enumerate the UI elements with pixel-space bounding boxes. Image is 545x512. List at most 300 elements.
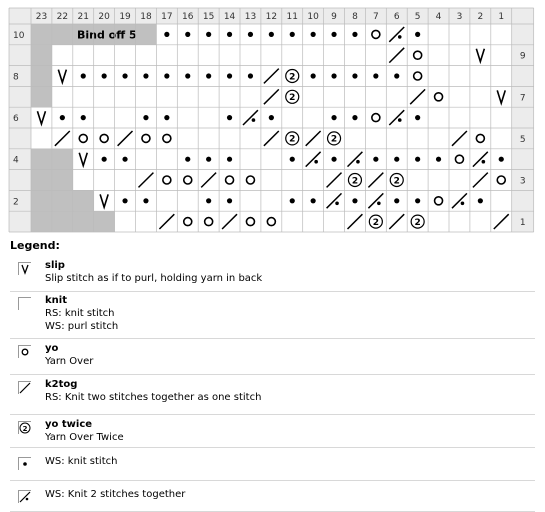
legend-item-line: Yarn Over Twice [45, 432, 124, 443]
no-stitch-cell [52, 24, 73, 45]
stitch-cell [407, 24, 428, 45]
stitch-cell [52, 45, 73, 66]
stitch-cell [470, 149, 491, 170]
legend-description [45, 342, 93, 368]
stitch-cell [470, 190, 491, 211]
stitch-cell [115, 107, 136, 128]
legend-item-k2tog [10, 374, 535, 415]
legend-description [45, 455, 117, 468]
stitch-cell [219, 107, 240, 128]
stitch-cell [73, 107, 94, 128]
stitch-cell [52, 66, 73, 87]
stitch-cell [219, 45, 240, 66]
ws-knit-dot-icon [185, 32, 190, 37]
stitch-cell [219, 86, 240, 107]
no-stitch-cell [52, 149, 73, 170]
stitch-cell [491, 66, 512, 87]
ws-knit-dot-icon [352, 198, 357, 203]
stitch-cell [115, 170, 136, 191]
stitch-cell [470, 128, 491, 149]
ws-knit-dot-icon [311, 32, 316, 37]
stitch-cell [156, 24, 177, 45]
ws-knit-dot-icon [143, 198, 148, 203]
ws-knit-icon [18, 457, 31, 470]
stitch-cell [52, 128, 73, 149]
ws-knit-dot-icon [311, 198, 316, 203]
no-stitch-cell [31, 211, 52, 232]
legend-item-ws-6 [10, 480, 535, 512]
stitch-cell [386, 211, 407, 232]
stitch-cell [31, 170, 52, 191]
svg-text:2: 2 [289, 93, 296, 104]
stitch-cell [345, 24, 366, 45]
no-stitch-cell [73, 190, 94, 211]
row-number-left: 2 [13, 197, 19, 208]
stitch-cell [115, 66, 136, 87]
svg-text:2: 2 [22, 424, 28, 433]
stitch-cell [365, 66, 386, 87]
ws-knit-dot-icon [478, 198, 483, 203]
stitch-cell [470, 170, 491, 191]
stitch-cell [428, 45, 449, 66]
ws-knit-dot-icon [164, 32, 169, 37]
stitch-cell [52, 211, 73, 232]
stitch-cell [94, 107, 115, 128]
svg-text:2: 2 [414, 217, 421, 228]
legend-item-yo-twice [10, 414, 535, 448]
ws-knit-dot-icon [81, 115, 86, 120]
stitch-cell [449, 149, 470, 170]
stitch-cell [94, 170, 115, 191]
stitch-cell [198, 190, 219, 211]
column-number: 13 [244, 12, 257, 22]
no-stitch-cell [31, 66, 52, 87]
stitch-cell [428, 149, 449, 170]
stitch-cell [198, 170, 219, 191]
ws-knit-dot-icon [269, 115, 274, 120]
stitch-cell [136, 24, 157, 45]
knit-icon [18, 297, 31, 310]
stitch-cell [449, 128, 470, 149]
stitch-cell [470, 24, 491, 45]
stitch-cell [470, 211, 491, 232]
ws-knit-dot-icon [102, 157, 107, 162]
column-number: 2 [477, 12, 484, 22]
stitch-cell [31, 149, 52, 170]
stitch-cell [73, 170, 94, 191]
stitch-cell [324, 45, 345, 66]
stitch-cell [428, 211, 449, 232]
knitting-chart [0, 0, 545, 236]
stitch-cell [240, 66, 261, 87]
stitch-cell [177, 45, 198, 66]
stitch-cell [31, 107, 52, 128]
stitch-cell [324, 149, 345, 170]
stitch-cell [73, 45, 94, 66]
stitch-cell [491, 149, 512, 170]
legend-item-line: WS: knit stitch [45, 456, 118, 467]
legend-item-line: WS: purl stitch [45, 321, 119, 332]
stitch-cell [52, 24, 73, 45]
stitch-cell [156, 86, 177, 107]
slip-icon [18, 262, 31, 275]
stitch-cell [31, 66, 52, 87]
stitch-cell [198, 107, 219, 128]
stitch-cell [303, 107, 324, 128]
legend-item-name: yo twice [45, 419, 93, 430]
stitch-cell [240, 190, 261, 211]
svg-text:2: 2 [393, 176, 400, 187]
stitch-cell [449, 24, 470, 45]
stitch-cell [177, 211, 198, 232]
stitch-cell [198, 45, 219, 66]
stitch-cell [177, 128, 198, 149]
stitch-cell [177, 24, 198, 45]
yo-icon [18, 345, 31, 358]
ws-knit-dot-icon [331, 32, 336, 37]
ws-knit-dot-icon [185, 157, 190, 162]
stitch-cell [365, 211, 386, 232]
stitch-cell [240, 128, 261, 149]
ws-knit-dot-icon [352, 32, 357, 37]
stitch-cell [345, 170, 366, 191]
stitch-cell [261, 149, 282, 170]
stitch-cell [115, 86, 136, 107]
ws-k2tog-icon [18, 490, 31, 503]
stitch-cell [428, 86, 449, 107]
stitch-cell [52, 149, 73, 170]
stitch-cell [73, 86, 94, 107]
stitch-cell [136, 86, 157, 107]
stitch-cell [282, 190, 303, 211]
ws-knit-dot-icon [499, 157, 504, 162]
stitch-cell [115, 149, 136, 170]
no-stitch-cell [52, 211, 73, 232]
row-number-right: 1 [519, 218, 526, 229]
stitch-cell [491, 170, 512, 191]
legend-description [45, 378, 261, 404]
stitch-cell [136, 107, 157, 128]
ws-knit-dot-icon [164, 115, 169, 120]
stitch-cell [345, 128, 366, 149]
no-stitch-cell [52, 170, 73, 191]
stitch-cell [115, 190, 136, 211]
ws-knit-dot-icon [122, 157, 127, 162]
column-number: 1 [498, 12, 505, 22]
legend-item-name: knit [45, 295, 67, 306]
legend-item-line: RS: Knit two stitches together as one stitch [45, 392, 262, 403]
stitch-cell [136, 45, 157, 66]
no-stitch-cell [31, 190, 52, 211]
yo-twice-icon [18, 421, 31, 434]
stitch-cell [407, 190, 428, 211]
stitch-cell [449, 170, 470, 191]
column-number: 6 [393, 12, 400, 22]
stitch-cell [324, 107, 345, 128]
stitch-cell [177, 107, 198, 128]
stitch-cell [491, 190, 512, 211]
stitch-cell [428, 170, 449, 191]
row-number-left: 4 [13, 155, 19, 166]
stitch-cell [324, 66, 345, 87]
no-stitch-cell [94, 211, 115, 232]
stitch-cell [261, 45, 282, 66]
stitch-cell [94, 190, 115, 211]
stitch-cell [428, 66, 449, 87]
ws-knit-dot-icon [227, 198, 232, 203]
stitch-cell [261, 211, 282, 232]
stitch-cell [324, 190, 345, 211]
stitch-cell [449, 45, 470, 66]
stitch-cell [345, 86, 366, 107]
stitch-cell [386, 190, 407, 211]
legend-item-knit [10, 290, 535, 339]
row-number-right: 3 [519, 176, 526, 187]
no-stitch-cell [136, 24, 157, 45]
stitch-cell [73, 128, 94, 149]
legend-item-name: yo [45, 343, 59, 354]
column-number: 16 [182, 12, 194, 22]
no-stitch-cell [31, 24, 52, 45]
ws-knit-dot-icon [122, 73, 127, 78]
stitch-cell [407, 86, 428, 107]
stitch-cell [386, 149, 407, 170]
stitch-cell [345, 190, 366, 211]
stitch-cell [261, 190, 282, 211]
stitch-cell [407, 107, 428, 128]
ws-knit-dot-icon [394, 157, 399, 162]
stitch-cell [52, 107, 73, 128]
stitch-cell [240, 211, 261, 232]
stitch-cell [449, 211, 470, 232]
legend-title: Legend: [10, 239, 60, 252]
legend-item-name: k2tog [45, 379, 78, 390]
stitch-cell [94, 86, 115, 107]
stitch-cell [136, 149, 157, 170]
ws-knit-dot-icon [331, 157, 336, 162]
stitch-cell [31, 86, 52, 107]
stitch-cell [156, 190, 177, 211]
stitch-cell [345, 211, 366, 232]
legend-item-line: Slip stitch as if to purl, holding yarn in back [45, 273, 263, 284]
ws-knit-dot-icon [436, 157, 441, 162]
stitch-cell [386, 86, 407, 107]
legend-item-name: slip [45, 260, 65, 271]
stitch-cell [261, 128, 282, 149]
stitch-cell [31, 24, 52, 45]
ws-knit-dot-icon [290, 198, 295, 203]
stitch-cell [156, 66, 177, 87]
column-number: 9 [331, 12, 337, 22]
svg-text:2: 2 [372, 217, 379, 228]
stitch-cell [240, 24, 261, 45]
stitch-cell [73, 66, 94, 87]
stitch-cell [470, 45, 491, 66]
no-stitch-cell [31, 149, 52, 170]
stitch-cell [240, 45, 261, 66]
stitch-cell [156, 149, 177, 170]
legend-item-line: WS: Knit 2 stitches together [45, 489, 186, 500]
ws-knit-dot-icon [143, 73, 148, 78]
row-number-right: 9 [519, 51, 526, 62]
stitch-cell [407, 128, 428, 149]
stitch-cell [365, 24, 386, 45]
stitch-cell [282, 170, 303, 191]
ws-knit-dot-icon [185, 73, 190, 78]
stitch-cell [156, 211, 177, 232]
stitch-cell [136, 170, 157, 191]
no-stitch-cell [31, 45, 52, 66]
stitch-cell [156, 128, 177, 149]
stitch-cell [386, 128, 407, 149]
stitch-cell [52, 170, 73, 191]
row-number-left: 10 [13, 30, 25, 41]
stitch-cell [115, 211, 136, 232]
column-number: 15 [202, 12, 215, 22]
stitch-cell [282, 45, 303, 66]
ws-knit-dot-icon [206, 157, 211, 162]
stitch-cell [240, 86, 261, 107]
ws-knit-dot-icon [415, 32, 420, 37]
row-number-right: 5 [519, 134, 526, 145]
ws-knit-dot-icon [206, 198, 211, 203]
stitch-cell [365, 128, 386, 149]
legend-item-ws-5 [10, 447, 535, 481]
ws-knit-dot-icon [394, 73, 399, 78]
ws-knit-dot-icon [60, 115, 65, 120]
stitch-cell [219, 211, 240, 232]
ws-knit-dot-icon [227, 115, 232, 120]
stitch-cell [261, 86, 282, 107]
stitch-cell [177, 190, 198, 211]
stitch-cell [491, 86, 512, 107]
stitch-cell [282, 24, 303, 45]
stitch-cell [31, 211, 52, 232]
stitch-cell [198, 211, 219, 232]
ws-knit-dot-icon [331, 73, 336, 78]
column-number: 3 [456, 12, 463, 22]
column-number: 21 [77, 12, 89, 22]
stitch-cell [282, 128, 303, 149]
column-number: 19 [119, 12, 131, 22]
stitch-cell [31, 45, 52, 66]
stitch-cell [365, 86, 386, 107]
legend-item-line: Yarn Over [45, 356, 94, 367]
legend-description [45, 259, 262, 285]
stitch-cell [324, 170, 345, 191]
stitch-cell [324, 128, 345, 149]
svg-text:2: 2 [289, 72, 296, 83]
stitch-cell [491, 211, 512, 232]
no-stitch-cell [52, 190, 73, 211]
stitch-cell [261, 107, 282, 128]
stitch-cell [282, 86, 303, 107]
ws-knit-dot-icon [227, 157, 232, 162]
stitch-cell [52, 86, 73, 107]
stitch-cell [365, 149, 386, 170]
stitch-cell [365, 170, 386, 191]
stitch-cell [365, 190, 386, 211]
stitch-cell [386, 24, 407, 45]
stitch-cell [407, 149, 428, 170]
stitch-cell [491, 128, 512, 149]
stitch-cell [261, 170, 282, 191]
stitch-cell [386, 45, 407, 66]
stitch-cell [491, 107, 512, 128]
ws-knit-dot-icon [206, 32, 211, 37]
stitch-cell [324, 86, 345, 107]
stitch-cell [365, 107, 386, 128]
ws-knit-dot-icon [143, 115, 148, 120]
stitch-cell [282, 107, 303, 128]
stitch-cell [198, 86, 219, 107]
stitch-cell [31, 128, 52, 149]
stitch-cell [303, 170, 324, 191]
stitch-cell [428, 128, 449, 149]
stitch-cell [345, 149, 366, 170]
svg-text:2: 2 [289, 134, 296, 145]
column-number: 8 [352, 12, 358, 22]
stitch-cell [240, 170, 261, 191]
legend-description [45, 488, 185, 501]
svg-text:2: 2 [351, 176, 359, 187]
ws-knit-dot-icon [352, 73, 357, 78]
ws-knit-dot-icon [394, 198, 399, 203]
column-number: 22 [56, 12, 69, 22]
stitch-cell [303, 211, 324, 232]
stitch-cell [282, 149, 303, 170]
stitch-cell [345, 107, 366, 128]
ws-knit-dot-icon [248, 73, 253, 78]
legend-item-line: RS: knit stitch [45, 308, 115, 319]
stitch-cell [345, 45, 366, 66]
ws-knit-dot-icon [373, 157, 378, 162]
ws-knit-dot-icon [206, 73, 211, 78]
stitch-cell [303, 24, 324, 45]
stitch-cell [177, 149, 198, 170]
ws-knit-dot-icon [415, 157, 420, 162]
stitch-cell [94, 128, 115, 149]
legend-item-slip [10, 255, 535, 292]
stitch-cell [73, 190, 94, 211]
column-number: 11 [286, 12, 298, 22]
stitch-cell [136, 128, 157, 149]
stitch-cell [261, 24, 282, 45]
stitch-cell [156, 107, 177, 128]
column-number: 20 [98, 12, 110, 22]
ws-knit-dot-icon [331, 115, 336, 120]
stitch-cell [303, 190, 324, 211]
stitch-cell [73, 211, 94, 232]
stitch-cell [407, 211, 428, 232]
ws-knit-dot-icon [81, 73, 86, 78]
column-number: 4 [435, 12, 442, 22]
stitch-cell [115, 128, 136, 149]
column-number: 7 [372, 12, 379, 22]
stitch-cell [407, 170, 428, 191]
stitch-cell [94, 66, 115, 87]
stitch-cell [94, 211, 115, 232]
ws-knit-dot-icon [164, 73, 169, 78]
stitch-cell [219, 190, 240, 211]
stitch-cell [449, 107, 470, 128]
stitch-cell [177, 170, 198, 191]
stitch-cell [198, 24, 219, 45]
stitch-cell [177, 86, 198, 107]
column-number: 23 [35, 12, 48, 22]
ws-knit-dot-icon [248, 32, 253, 37]
stitch-cell [219, 149, 240, 170]
